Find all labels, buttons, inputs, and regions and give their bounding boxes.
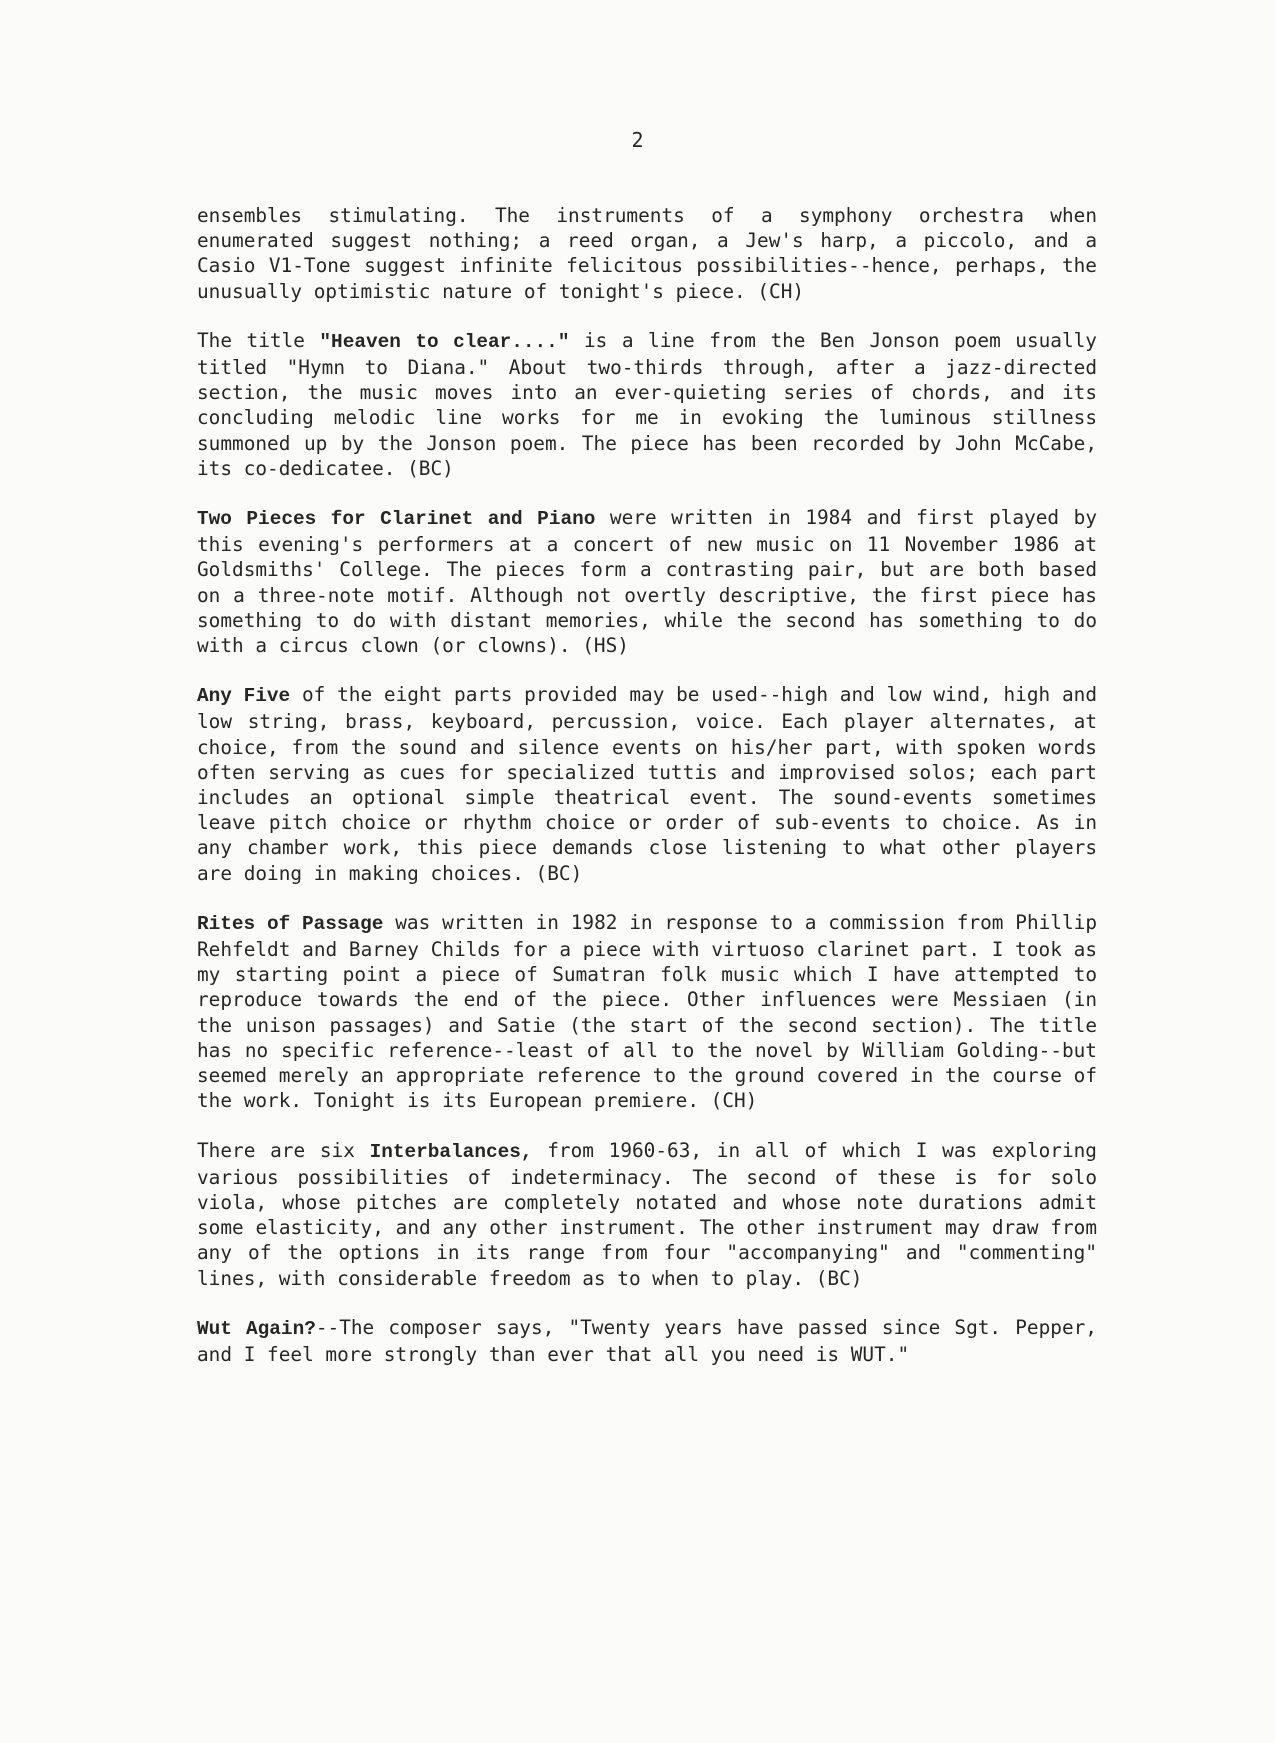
work-title: Interbalances, (369, 1140, 533, 1163)
paragraph-text: is a line from the Ben Jonson poem usually titled "Hymn to Diana." About two-thirds through, after a jazz-directed section, the music moves into an ever-quieting series of chords, and its concluding melodic line works for me in evoking the luminous stillness summoned up by the Jonson poem. The piece has been recorded by John McCabe, its co-dedicatee. (BC) (197, 328, 1097, 480)
paragraph-text: of the eight parts provided may be used--high and low wind, high and low string, brass, keyboard, percussion, voice. Each player alternates, at choice, from the sound and silence events on his/her part, with spoken words often serving as cues for specialized tuttis and improvised solos; each part includes an optional simple theatrical event. The sound-events sometimes leave pitch choice or rhythm choice or order of sub-events to choice. As in any chamber work, this piece demands close listening to what other players are doing in making choices. (BC) (197, 683, 1097, 885)
paragraph-heaven-to-clear (197, 328, 1097, 481)
paragraph-lead: There are six (197, 1138, 370, 1162)
paragraph-text: from 1960-63, in all of which I was exploring various possibilities of indeterminacy. The second of these is for solo viola, whose pitches are completely notated and whose note durations admit some elasticity, and any other instrument. The other instrument may draw from any of the options in its range from four "accompanying" and "commenting" lines, with considerable freedom as to when to play. (BC) (197, 1138, 1097, 1290)
paragraph-interbalances (197, 1138, 1097, 1291)
work-title: Rites of Passage (197, 912, 384, 935)
paragraph-text: was written in 1982 in response to a commission from Phillip Rehfeldt and Barney Childs for a piece with virtuoso clarinet part. I took as my starting point a piece of Sumatran folk music which I have attempted to reproduce towards the end of the piece. Other influences were Messiaen (in the unison passages) and Satie (the start of the second section). The title has no specific reference--least of all to the novel by William Golding--but seemed merely an appropriate reference to the ground covered in the course of the work. Tonight is its European premiere. (CH) (197, 910, 1098, 1113)
paragraph-rites-of-passage (197, 910, 1097, 1114)
work-title: Two Pieces for Clarinet and Piano (197, 508, 596, 531)
page-number: 2 (631, 128, 644, 152)
program-notes (197, 203, 1097, 1391)
paragraph-text: were written in 1984 and first played by this evening's performers at a concert of new music on 11 November 1986 at Goldsmiths' College. The pieces form a contrasting pair, but are both based on a three-note motif. Although not overtly descriptive, the first piece has something to do with distant memories, while the second has something to do with a circus clown (or clowns). (HS) (197, 506, 1098, 658)
paragraph-two-pieces (197, 505, 1097, 658)
paragraph-text: --The composer says, "Twenty years have passed since Sgt. Pepper, and I feel more strongly than ever that all you need is WUT." (197, 1315, 1097, 1366)
work-title: Wut Again? (197, 1317, 316, 1340)
paragraph-text: ensembles stimulating. The instruments of a symphony orchestra when enumerated suggest nothing; a reed organ, a Jew's harp, a piccolo, and a Casio V1-Tone suggest infinite felicitous possibilities--hence, perhaps, the unusually optimistic nature of tonight's piece. (CH) (197, 204, 1097, 303)
work-title: Any Five (197, 685, 291, 708)
paragraph-lead: The title (197, 328, 320, 352)
paragraph-any-five (197, 682, 1097, 886)
paragraph-wut-again (197, 1315, 1097, 1367)
work-title: "Heaven to clear...." (319, 330, 570, 353)
paragraph-ensembles (197, 203, 1097, 304)
